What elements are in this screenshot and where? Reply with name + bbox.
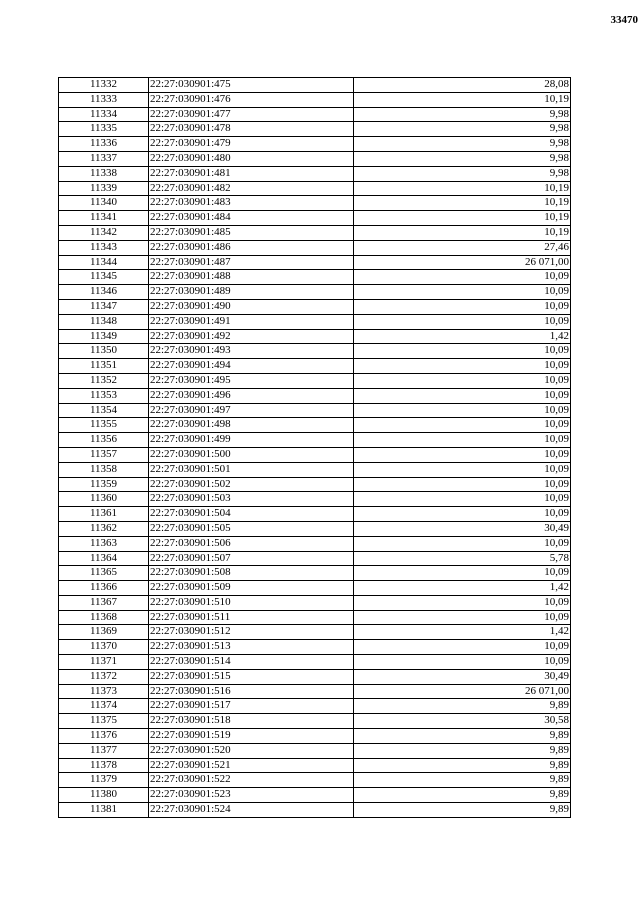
area-value-cell: 10,09 [354, 477, 571, 492]
table-row [59, 477, 571, 492]
area-value-cell: 10,09 [354, 270, 571, 285]
table-row [59, 166, 571, 181]
cadastral-number-cell: 22:27:030901:492 [149, 329, 354, 344]
area-value-cell: 30,58 [354, 714, 571, 729]
row-number-cell: 11350 [59, 344, 149, 359]
area-value-cell: 10,09 [354, 640, 571, 655]
row-number-cell: 11359 [59, 477, 149, 492]
table-row [59, 699, 571, 714]
area-value-cell: 10,09 [354, 418, 571, 433]
row-number-cell: 11344 [59, 255, 149, 270]
area-value-cell: 9,89 [354, 758, 571, 773]
table-row [59, 551, 571, 566]
area-value-cell: 10,19 [354, 196, 571, 211]
table-row [59, 122, 571, 137]
table-row [59, 610, 571, 625]
area-value-cell: 1,42 [354, 329, 571, 344]
cadastral-number-cell: 22:27:030901:494 [149, 359, 354, 374]
cadastral-number-cell: 22:27:030901:518 [149, 714, 354, 729]
table-row [59, 729, 571, 744]
cadastral-number-cell: 22:27:030901:516 [149, 684, 354, 699]
cadastral-number-cell: 22:27:030901:503 [149, 492, 354, 507]
area-value-cell: 10,09 [354, 403, 571, 418]
table-row [59, 240, 571, 255]
area-value-cell: 10,09 [354, 447, 571, 462]
cadastral-number-cell: 22:27:030901:491 [149, 314, 354, 329]
area-value-cell: 9,98 [354, 166, 571, 181]
cadastral-number-cell: 22:27:030901:484 [149, 211, 354, 226]
table-row [59, 788, 571, 803]
area-value-cell: 9,89 [354, 803, 571, 818]
row-number-cell: 11379 [59, 773, 149, 788]
area-value-cell: 10,09 [354, 492, 571, 507]
table-row [59, 299, 571, 314]
table-row [59, 640, 571, 655]
row-number-cell: 11342 [59, 225, 149, 240]
area-value-cell: 10,09 [354, 595, 571, 610]
cadastral-number-cell: 22:27:030901:481 [149, 166, 354, 181]
row-number-cell: 11378 [59, 758, 149, 773]
table-body [59, 78, 571, 818]
table-row [59, 684, 571, 699]
table-row [59, 462, 571, 477]
area-value-cell: 30,49 [354, 521, 571, 536]
row-number-cell: 11352 [59, 373, 149, 388]
row-number-cell: 11360 [59, 492, 149, 507]
cadastral-number-cell: 22:27:030901:495 [149, 373, 354, 388]
cadastral-number-cell: 22:27:030901:510 [149, 595, 354, 610]
table-row [59, 211, 571, 226]
row-number-cell: 11368 [59, 610, 149, 625]
table-row [59, 581, 571, 596]
cadastral-number-cell: 22:27:030901:483 [149, 196, 354, 211]
cadastral-number-cell: 22:27:030901:509 [149, 581, 354, 596]
cadastral-number-cell: 22:27:030901:517 [149, 699, 354, 714]
area-value-cell: 10,09 [354, 373, 571, 388]
cadastral-number-cell: 22:27:030901:522 [149, 773, 354, 788]
page-number: 33470 [610, 14, 638, 26]
cadastral-number-cell: 22:27:030901:515 [149, 669, 354, 684]
table-row [59, 373, 571, 388]
row-number-cell: 11361 [59, 507, 149, 522]
area-value-cell: 10,09 [354, 359, 571, 374]
row-number-cell: 11367 [59, 595, 149, 610]
table-row [59, 625, 571, 640]
cadastral-number-cell: 22:27:030901:513 [149, 640, 354, 655]
area-value-cell: 28,08 [354, 78, 571, 93]
cadastral-number-cell: 22:27:030901:497 [149, 403, 354, 418]
row-number-cell: 11366 [59, 581, 149, 596]
table-row [59, 418, 571, 433]
area-value-cell: 9,98 [354, 137, 571, 152]
area-value-cell: 10,09 [354, 462, 571, 477]
table-row [59, 447, 571, 462]
area-value-cell: 10,09 [354, 285, 571, 300]
table-row [59, 714, 571, 729]
row-number-cell: 11343 [59, 240, 149, 255]
cadastral-number-cell: 22:27:030901:478 [149, 122, 354, 137]
area-value-cell: 10,19 [354, 211, 571, 226]
table-row [59, 92, 571, 107]
table-row [59, 151, 571, 166]
area-value-cell: 10,09 [354, 566, 571, 581]
cadastral-number-cell: 22:27:030901:506 [149, 536, 354, 551]
cadastral-number-cell: 22:27:030901:504 [149, 507, 354, 522]
row-number-cell: 11340 [59, 196, 149, 211]
row-number-cell: 11362 [59, 521, 149, 536]
area-value-cell: 1,42 [354, 581, 571, 596]
row-number-cell: 11335 [59, 122, 149, 137]
cadastral-number-cell: 22:27:030901:524 [149, 803, 354, 818]
cadastral-number-cell: 22:27:030901:475 [149, 78, 354, 93]
table-row [59, 507, 571, 522]
area-value-cell: 27,46 [354, 240, 571, 255]
cadastral-number-cell: 22:27:030901:505 [149, 521, 354, 536]
area-value-cell: 9,89 [354, 773, 571, 788]
row-number-cell: 11345 [59, 270, 149, 285]
area-value-cell: 10,09 [354, 610, 571, 625]
cadastral-number-cell: 22:27:030901:500 [149, 447, 354, 462]
table-row [59, 137, 571, 152]
row-number-cell: 11353 [59, 388, 149, 403]
table-row [59, 492, 571, 507]
cadastral-number-cell: 22:27:030901:487 [149, 255, 354, 270]
row-number-cell: 11363 [59, 536, 149, 551]
area-value-cell: 10,09 [354, 655, 571, 670]
table-row [59, 803, 571, 818]
row-number-cell: 11376 [59, 729, 149, 744]
cadastral-number-cell: 22:27:030901:479 [149, 137, 354, 152]
table-row [59, 255, 571, 270]
table-row [59, 388, 571, 403]
row-number-cell: 11357 [59, 447, 149, 462]
area-value-cell: 10,19 [354, 92, 571, 107]
area-value-cell: 10,09 [354, 388, 571, 403]
row-number-cell: 11355 [59, 418, 149, 433]
cadastral-number-cell: 22:27:030901:499 [149, 433, 354, 448]
row-number-cell: 11346 [59, 285, 149, 300]
table-row [59, 758, 571, 773]
table-row [59, 536, 571, 551]
row-number-cell: 11356 [59, 433, 149, 448]
area-value-cell: 9,89 [354, 743, 571, 758]
row-number-cell: 11341 [59, 211, 149, 226]
area-value-cell: 9,98 [354, 107, 571, 122]
area-value-cell: 10,09 [354, 433, 571, 448]
area-value-cell: 9,98 [354, 151, 571, 166]
row-number-cell: 11338 [59, 166, 149, 181]
row-number-cell: 11372 [59, 669, 149, 684]
table-row [59, 225, 571, 240]
area-value-cell: 10,09 [354, 507, 571, 522]
row-number-cell: 11347 [59, 299, 149, 314]
area-value-cell: 10,09 [354, 314, 571, 329]
table-row [59, 433, 571, 448]
row-number-cell: 11348 [59, 314, 149, 329]
cadastral-number-cell: 22:27:030901:521 [149, 758, 354, 773]
row-number-cell: 11349 [59, 329, 149, 344]
area-value-cell: 30,49 [354, 669, 571, 684]
row-number-cell: 11339 [59, 181, 149, 196]
area-value-cell: 5,78 [354, 551, 571, 566]
area-value-cell: 10,09 [354, 344, 571, 359]
row-number-cell: 11371 [59, 655, 149, 670]
row-number-cell: 11377 [59, 743, 149, 758]
table-row [59, 655, 571, 670]
table-row [59, 521, 571, 536]
cadastral-number-cell: 22:27:030901:480 [149, 151, 354, 166]
row-number-cell: 11333 [59, 92, 149, 107]
table-row [59, 270, 571, 285]
row-number-cell: 11370 [59, 640, 149, 655]
row-number-cell: 11364 [59, 551, 149, 566]
area-value-cell: 9,98 [354, 122, 571, 137]
row-number-cell: 11354 [59, 403, 149, 418]
cadastral-number-cell: 22:27:030901:501 [149, 462, 354, 477]
cadastral-number-cell: 22:27:030901:493 [149, 344, 354, 359]
row-number-cell: 11332 [59, 78, 149, 93]
table-row [59, 669, 571, 684]
row-number-cell: 11351 [59, 359, 149, 374]
cadastral-number-cell: 22:27:030901:485 [149, 225, 354, 240]
table-row [59, 78, 571, 93]
table-row [59, 329, 571, 344]
cadastral-number-cell: 22:27:030901:482 [149, 181, 354, 196]
row-number-cell: 11380 [59, 788, 149, 803]
area-value-cell: 26 071,00 [354, 684, 571, 699]
area-value-cell: 9,89 [354, 729, 571, 744]
table-row [59, 107, 571, 122]
cadastral-number-cell: 22:27:030901:512 [149, 625, 354, 640]
row-number-cell: 11358 [59, 462, 149, 477]
table-row [59, 743, 571, 758]
cadastral-number-cell: 22:27:030901:514 [149, 655, 354, 670]
row-number-cell: 11374 [59, 699, 149, 714]
table-row [59, 773, 571, 788]
table-row [59, 359, 571, 374]
row-number-cell: 11381 [59, 803, 149, 818]
area-value-cell: 9,89 [354, 699, 571, 714]
table-row [59, 403, 571, 418]
area-value-cell: 10,09 [354, 536, 571, 551]
table-row [59, 181, 571, 196]
cadastral-number-cell: 22:27:030901:508 [149, 566, 354, 581]
cadastral-number-cell: 22:27:030901:477 [149, 107, 354, 122]
cadastral-number-cell: 22:27:030901:502 [149, 477, 354, 492]
area-value-cell: 9,89 [354, 788, 571, 803]
cadastral-number-cell: 22:27:030901:519 [149, 729, 354, 744]
row-number-cell: 11365 [59, 566, 149, 581]
table-row [59, 285, 571, 300]
area-value-cell: 1,42 [354, 625, 571, 640]
area-value-cell: 10,19 [354, 181, 571, 196]
cadastral-table [58, 77, 571, 818]
row-number-cell: 11369 [59, 625, 149, 640]
cadastral-number-cell: 22:27:030901:488 [149, 270, 354, 285]
table-row [59, 314, 571, 329]
cadastral-number-cell: 22:27:030901:490 [149, 299, 354, 314]
cadastral-number-cell: 22:27:030901:496 [149, 388, 354, 403]
table-row [59, 344, 571, 359]
row-number-cell: 11334 [59, 107, 149, 122]
table-row [59, 196, 571, 211]
cadastral-number-cell: 22:27:030901:520 [149, 743, 354, 758]
cadastral-number-cell: 22:27:030901:523 [149, 788, 354, 803]
table-row [59, 566, 571, 581]
table-row [59, 595, 571, 610]
area-value-cell: 26 071,00 [354, 255, 571, 270]
area-value-cell: 10,09 [354, 299, 571, 314]
cadastral-number-cell: 22:27:030901:486 [149, 240, 354, 255]
cadastral-number-cell: 22:27:030901:489 [149, 285, 354, 300]
cadastral-number-cell: 22:27:030901:498 [149, 418, 354, 433]
cadastral-number-cell: 22:27:030901:476 [149, 92, 354, 107]
row-number-cell: 11336 [59, 137, 149, 152]
cadastral-number-cell: 22:27:030901:507 [149, 551, 354, 566]
row-number-cell: 11373 [59, 684, 149, 699]
row-number-cell: 11375 [59, 714, 149, 729]
area-value-cell: 10,19 [354, 225, 571, 240]
row-number-cell: 11337 [59, 151, 149, 166]
cadastral-number-cell: 22:27:030901:511 [149, 610, 354, 625]
